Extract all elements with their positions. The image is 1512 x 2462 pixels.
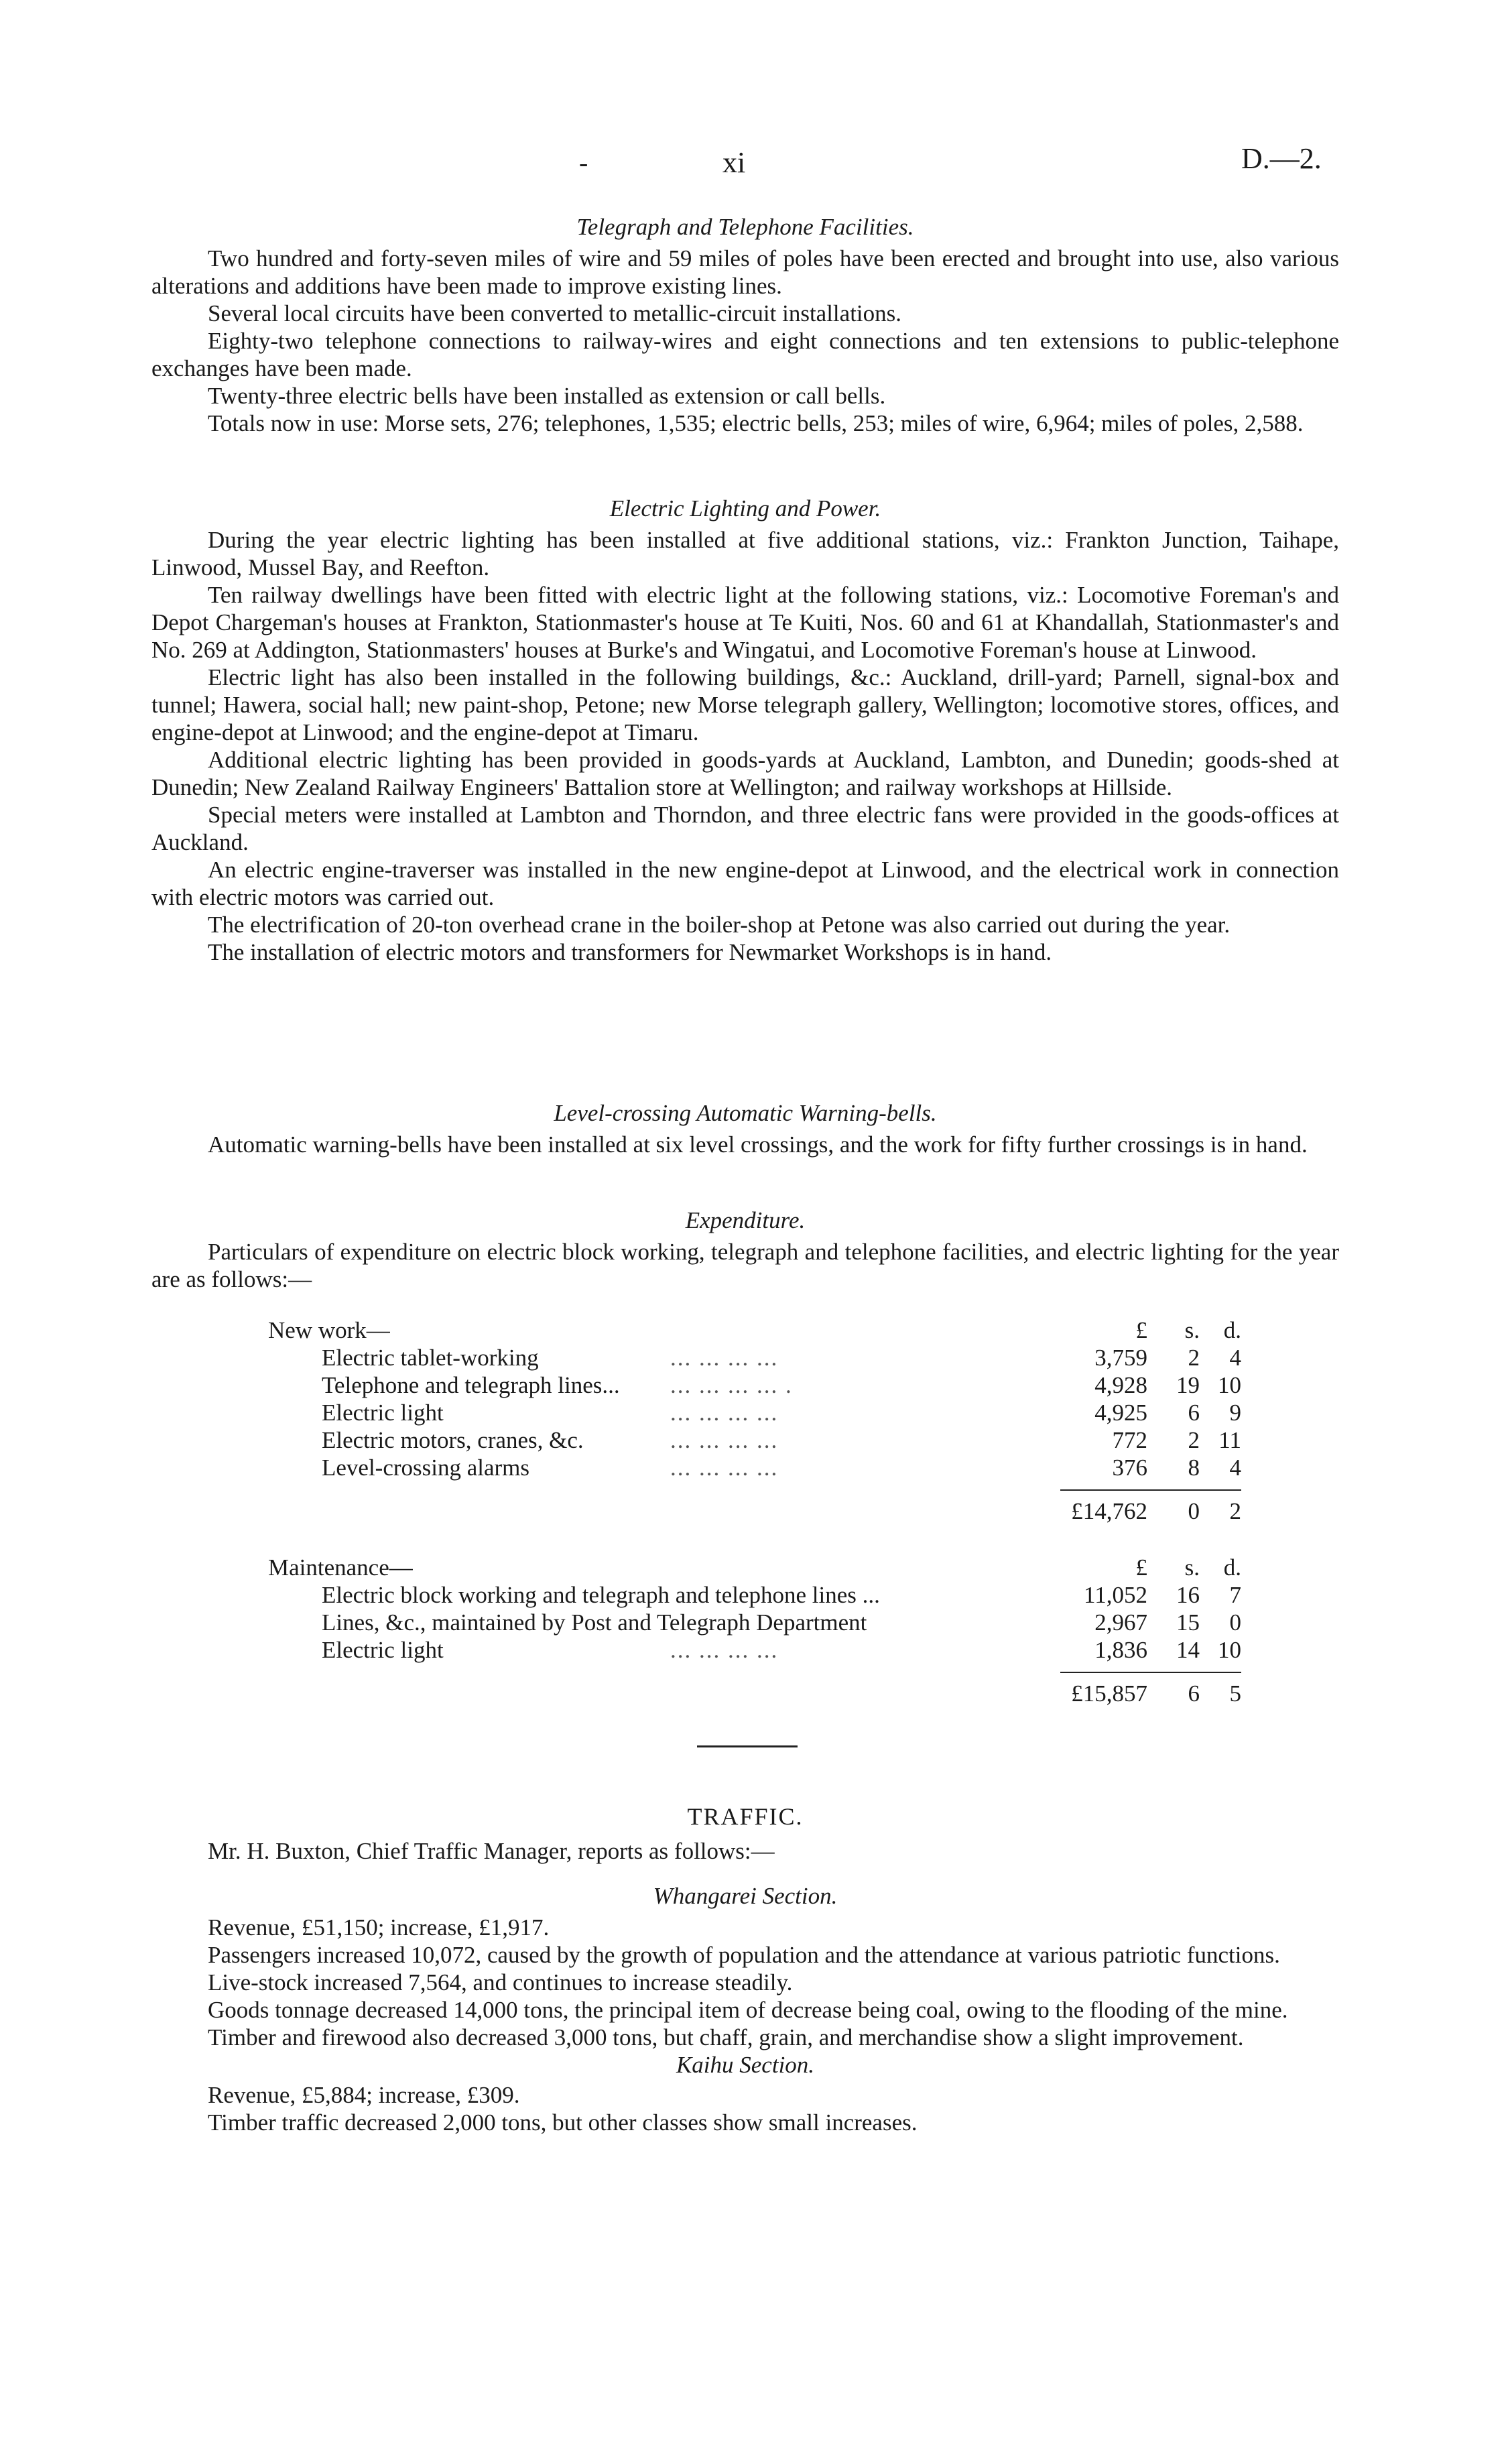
table-total-row <box>268 1680 1241 1707</box>
paragraph: Timber and firewood also decreased 3,000 tons, but chaff, grain, and merchandise show a slight improvement. <box>208 2024 1244 2050</box>
expenditure-section <box>151 1207 1339 1293</box>
paragraph: Electric light has also been installed in the following buildings, &c.: Auckland, drill-yard; Parnell, signal-box and tunnel; Hawera, social hall; new paint-shop, Petone; new Morse telegraph gallery, Wellington; locomotive stores, offices, and engine-depot at Linwood; and the engine-depot at Timaru. <box>151 664 1339 745</box>
amount-pounds: 4,928 <box>1094 1372 1147 1398</box>
row-item: Lines, &c., maintained by Post and Telegraph Department <box>322 1609 867 1636</box>
header-dash: - <box>579 147 588 178</box>
amount-pounds: 772 <box>1112 1427 1147 1453</box>
column-header-pence: d. <box>1223 1554 1241 1581</box>
table-row <box>268 1636 1241 1664</box>
table-row <box>268 1399 1241 1426</box>
amount-pence: 9 <box>1229 1400 1241 1426</box>
paragraph: Timber traffic decreased 2,000 tons, but other classes show small increases. <box>208 2109 918 2136</box>
amount-pounds: 3,759 <box>1094 1345 1147 1371</box>
amount-pounds: 4,925 <box>1094 1400 1147 1426</box>
table-row <box>268 1454 1241 1481</box>
amount-pence: 4 <box>1229 1345 1241 1371</box>
total-pounds: £15,857 <box>1071 1680 1147 1707</box>
amount-shillings: 2 <box>1188 1345 1200 1371</box>
total-shillings: 6 <box>1188 1680 1200 1707</box>
amount-pounds: 2,967 <box>1094 1609 1147 1636</box>
column-header-pounds: £ <box>1135 1554 1147 1581</box>
amount-pence: 10 <box>1218 1372 1241 1398</box>
row-item: Electric block working and telegraph and telephone lines ... <box>322 1582 880 1608</box>
row-item: Level-crossing alarms <box>322 1455 530 1481</box>
paragraph: Particulars of expenditure on electric block working, telegraph and telephone facilities, and electric lighting for the year are as follows:— <box>151 1239 1339 1292</box>
table-header-row <box>268 1316 1241 1344</box>
paragraph: Special meters were installed at Lambton and Thorndon, and three electric fans were provided in the goods-offices at Auckland. <box>151 802 1339 855</box>
paragraph: Totals now in use: Morse sets, 276; telephones, 1,535; electric bells, 253; miles of wire, 6,964; miles of poles, 2,588. <box>208 410 1304 436</box>
section-heading-traffic: TRAFFIC. <box>687 1803 804 1830</box>
document-reference: D.—2. <box>1241 142 1322 175</box>
paragraph: Several local circuits have been converted to metallic-circuit installations. <box>208 300 902 326</box>
column-header-shillings: s. <box>1184 1554 1200 1581</box>
paragraph: The electrification of 20-ton overhead crane in the boiler-shop at Petone was also carried out during the year. <box>208 912 1231 938</box>
row-item: Electric light <box>322 1400 444 1426</box>
amount-shillings: 8 <box>1188 1455 1200 1481</box>
paragraph: Two hundred and forty-seven miles of wire and 59 miles of poles have been erected and brought into use, also various alterations and additions have been made to improve existing lines. <box>151 245 1339 299</box>
table-header-row <box>268 1554 1241 1581</box>
paragraph: Revenue, £5,884; increase, £309. <box>208 2082 520 2108</box>
leader-dots: ... ... ... ... <box>670 1455 779 1481</box>
amount-pence: 4 <box>1229 1455 1241 1481</box>
row-item: Electric tablet-working <box>322 1345 539 1371</box>
leader-dots: ... ... ... ... <box>670 1427 779 1453</box>
table-row <box>268 1371 1241 1399</box>
page-number: xi <box>722 146 746 179</box>
amount-shillings: 6 <box>1188 1400 1200 1426</box>
paragraph: Additional electric lighting has been provided in goods-yards at Auckland, Lambton, and Dunedin; goods-shed at Dunedin; New Zealand Railway Engineers' Battalion store at Wellington; and railway workshops at Hillside. <box>151 747 1339 800</box>
section-heading-lighting: Electric Lighting and Power. <box>609 495 881 521</box>
amount-shillings: 19 <box>1176 1372 1200 1398</box>
amount-shillings: 2 <box>1188 1427 1200 1453</box>
amount-pence: 0 <box>1229 1609 1241 1636</box>
warning-bells-section <box>151 1099 1339 1158</box>
row-item: Electric light <box>322 1637 444 1663</box>
column-header-pence: d. <box>1223 1317 1241 1343</box>
total-pounds: £14,762 <box>1071 1498 1147 1524</box>
paragraph: Eighty-two telephone connections to railway-wires and eight connections and ten extensions to public-telephone exchanges have been made. <box>151 328 1339 381</box>
traffic-section <box>151 1803 1339 2136</box>
paragraph: Passengers increased 10,072, caused by the growth of population and the attendance at various patriotic functions. <box>208 1942 1280 1968</box>
leader-dots: ... ... ... ... <box>670 1400 779 1426</box>
sum-rule <box>1060 1672 1241 1673</box>
new-work-table <box>268 1316 1241 1525</box>
section-heading-expenditure: Expenditure. <box>685 1207 806 1233</box>
table-section-label: New work— <box>268 1317 390 1343</box>
amount-pounds: 376 <box>1112 1455 1147 1481</box>
row-item: Electric motors, cranes, &c. <box>322 1427 584 1453</box>
column-header-pounds: £ <box>1135 1317 1147 1343</box>
amount-pounds: 11,052 <box>1084 1582 1147 1608</box>
table-section-label: Maintenance— <box>268 1554 413 1581</box>
table-total-row <box>268 1497 1241 1525</box>
paragraph: An electric engine-traverser was installed in the new engine-depot at Linwood, and the electrical work in connection with electric motors was carried out. <box>151 857 1339 910</box>
total-shillings: 0 <box>1188 1498 1200 1524</box>
amount-pence: 11 <box>1218 1427 1241 1453</box>
paragraph: Twenty-three electric bells have been installed as extension or call bells. <box>208 383 886 409</box>
leader-dots: ... ... ... ... <box>670 1637 779 1663</box>
table-row <box>268 1609 1241 1636</box>
section-heading-bells: Level-crossing Automatic Warning-bells. <box>554 1100 937 1126</box>
table-row <box>268 1581 1241 1609</box>
section-divider <box>697 1745 798 1747</box>
amount-shillings: 15 <box>1176 1609 1200 1636</box>
sum-rule <box>1060 1489 1241 1491</box>
row-item: Telephone and telegraph lines... <box>322 1372 620 1398</box>
leader-dots: ... ... ... ... <box>670 1345 779 1371</box>
table-row <box>268 1344 1241 1371</box>
spacer <box>268 1664 1241 1680</box>
maintenance-table <box>268 1554 1241 1707</box>
telegraph-section <box>151 213 1339 437</box>
total-pence: 2 <box>1229 1498 1241 1524</box>
lighting-section <box>151 495 1339 966</box>
paragraph: Goods tonnage decreased 14,000 tons, the principal item of decrease being coal, owing to the flooding of the mine. <box>208 1997 1288 2023</box>
amount-pence: 7 <box>1229 1582 1241 1608</box>
section-heading-whangarei: Whangarei Section. <box>653 1883 838 1909</box>
column-header-shillings: s. <box>1184 1317 1200 1343</box>
paragraph: During the year electric lighting has been installed at five additional stations, viz.: Frankton Junction, Taihape, Linwood, Mussel Bay, and Reefton. <box>151 527 1339 580</box>
amount-shillings: 14 <box>1176 1637 1200 1663</box>
leader-dots: ... ... ... ... . <box>670 1372 793 1398</box>
paragraph: Live-stock increased 7,564, and continues to increase steadily. <box>208 1969 793 1995</box>
amount-pounds: 1,836 <box>1094 1637 1147 1663</box>
table-row <box>268 1426 1241 1454</box>
paragraph: Ten railway dwellings have been fitted with electric light at the following stations, viz.: Locomotive Foreman's and Depot Chargeman's houses at Frankton, Stationmaster's house at Te Kuiti, Nos. 60 and 61 at Khandallah, Stationmaster's and No. 269 at Addington, Stationmasters' houses at Burke's and Wingatui, and Locomotive Foreman's house at Linwood. <box>151 582 1339 663</box>
paragraph: Revenue, £51,150; increase, £1,917. <box>208 1914 550 1941</box>
amount-pence: 10 <box>1218 1637 1241 1663</box>
paragraph: Automatic warning-bells have been installed at six level crossings, and the work for fifty further crossings is in hand. <box>208 1131 1308 1158</box>
amount-shillings: 16 <box>1176 1582 1200 1608</box>
section-heading-telegraph: Telegraph and Telephone Facilities. <box>576 214 914 240</box>
paragraph: Mr. H. Buxton, Chief Traffic Manager, reports as follows:— <box>208 1838 775 1864</box>
paragraph: The installation of electric motors and transformers for Newmarket Workshops is in hand. <box>208 939 1052 965</box>
spacer <box>268 1481 1241 1497</box>
section-heading-kaihu: Kaihu Section. <box>676 2052 815 2078</box>
total-pence: 5 <box>1229 1680 1241 1707</box>
